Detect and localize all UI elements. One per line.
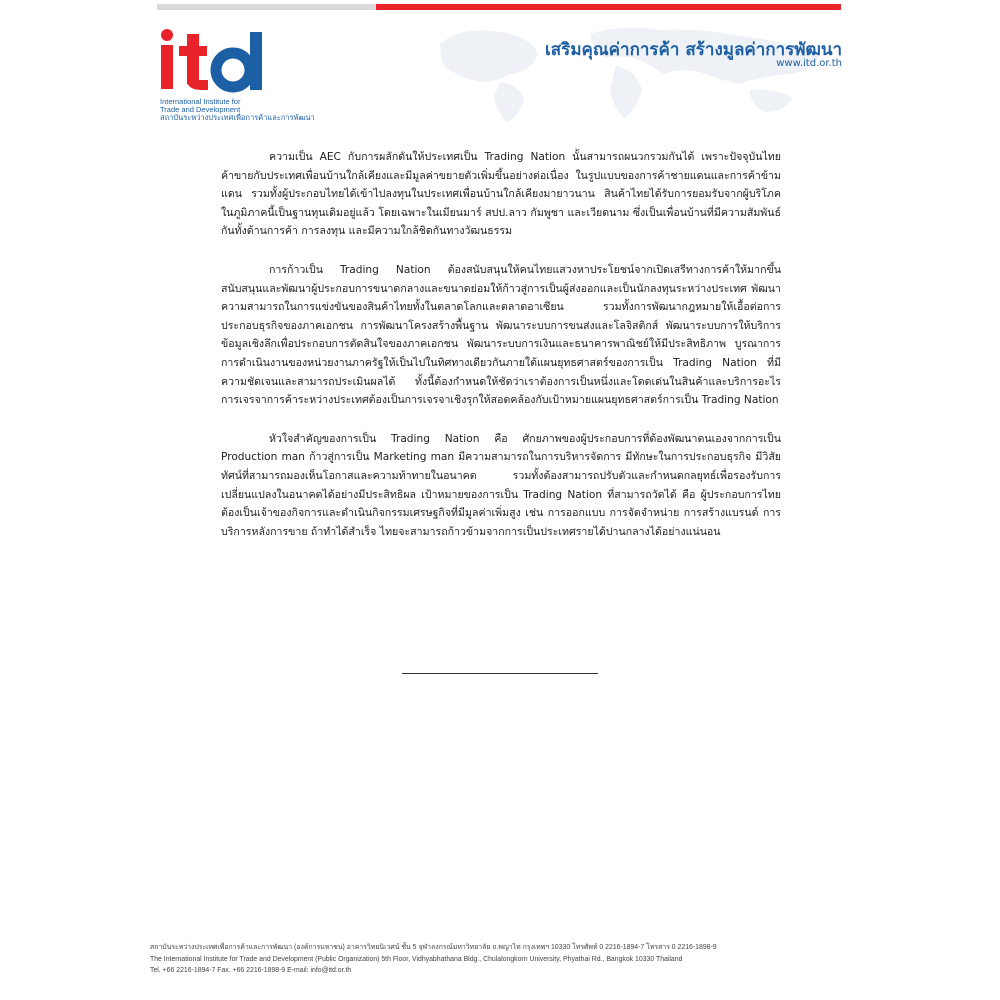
logo-name-line2: Trade and Development: [160, 105, 241, 114]
paragraph-1: ความเป็น AEC กับการผลักดันให้ประเทศเป็น Trading Nation นั้นสามารถผนวกรวมกันได้ เพราะปัจจุบันไทยค้าขายกับประเทศเพื่อนบ้านใกล้เคียงและมีมูลค่าขยายตัวเพิ่มขึ้นอย่างต่อเนื่อง ในรูปแบบของการค้าชายแดนและการค้าข้ามแดน รวมทั้งผู้ประกอบไทยได้เข้าไปลงทุนในประเทศเพื่อนบ้านใกล้เคียงมายาวนาน สินค้าไทยได้รับการยอมรับจากผู้บริโภคในภูมิภาคนี้เป็นฐานทุนเดิมอยู่แล้ว โดยเฉพาะในเมียนมาร์ สปป.ลาว กัมพูชา และเวียดนาม ซึ่งเป็นเพื่อนบ้านที่มีความสัมพันธ์กันทั้งด้านการค้า การลงทุน และมีความใกล้ชิดกันทางวัฒนธรรม: [221, 151, 781, 238]
itd-logo-mark: [158, 26, 278, 96]
paragraph-3: หัวใจสำคัญของการเป็น Trading Nation คือ ศักยภาพของผู้ประกอบการที่ต้องพัฒนาตนเองจากการเป็น Production man ก้าวสู่การเป็น Marketing man มีความสามารถในการบริหารจัดการ มีทักษะในการประกอบธุรกิจ มีวิสัยทัศน์ที่สามารถมองเห็นโอกาสและความท้าทายในอนาคต รวมทั้งต้องสามารถปรับตัวและกำหนดกลยุทธ์เพื่อรองรับการเปลี่ยนแปลงในอนาคตได้อย่างมีประสิทธิผล เป้าหมายของการเป็น Trading Nation ที่สามารถวัดได้ คือ ผู้ประกอบการไทยต้องเป็นเจ้าของกิจการและดำเนินกิจกรรมเศรษฐกิจที่มีมูลค่าเพิ่มสูง เช่น การออกแบบ การจัดจำหน่าย การสร้างแบรนด์ การบริการหลังการขาย ถ้าทำได้สำเร็จ ไทยจะสามารถก้าวข้ามจากการเป็นประเทศรายได้ปานกลางได้อย่างแน่นอน: [221, 432, 781, 538]
header-tagline: เสริมคุณค่าการค้า สร้างมูลค่าการพัฒนา: [545, 40, 842, 60]
footer: [150, 942, 850, 977]
header-website: www.itd.or.th: [776, 58, 842, 69]
document-body: [221, 148, 781, 561]
logo-name-thai: สถาบันระหว่างประเทศเพื่อการค้าและการพัฒนา: [160, 113, 315, 122]
header-bar-gray: [157, 4, 376, 10]
header-accent-bar: [157, 4, 841, 10]
logo-name-line1: International Institute for: [160, 97, 241, 106]
footer-contact: Tel. +66 2216-1894-7 Fax. +66 2216-1898-9 E-mail: info@itd.or.th: [150, 967, 352, 974]
end-divider: [402, 673, 598, 674]
footer-address-thai: สถาบันระหว่างประเทศเพื่อการค้าและการพัฒนา (องค์การมหาชน) อาคารวิทยนิเวศน์ ชั้น 5 จุฬาลงกรณ์มหาวิทยาลัย ถ.พญาไท กรุงเทพฯ 10330 โทรศัพท์ 0 2216-1894-7 โทรสาร 0 2216-1898-9: [150, 944, 717, 951]
footer-address-english: The International Institute for Trade and Development (Public Organization) 5th Floor, Vidhyabhathana Bldg., Chulalongkorn University, Phyathai Rd., Bangkok 10330 Thailand: [150, 955, 683, 963]
itd-logo: [158, 26, 315, 126]
paragraph-2: การก้าวเป็น Trading Nation ต้องสนับสนุนให้คนไทยแสวงหาประโยชน์จากเปิดเสรีทางการค้าให้มากขึ้น สนับสนุนและพัฒนาผู้ประกอบการขนาดกลางและขนาดย่อมให้ก้าวสู่การเป็นผู้ส่งออกและเป็นนักลงทุนระหว่างประเทศ พัฒนาความสามารถในการแข่งขันของสินค้าไทยทั้งในตลาดโลกและตลาดอาเซียน รวมทั้งการพัฒนากฎหมายให้เอื้อต่อการประกอบธุรกิจของภาคเอกชน การพัฒนาโครงสร้างพื้นฐาน พัฒนาระบบการขนส่งและโลจิสติกส์ พัฒนาระบบการให้บริการข้อมูลเชิงลึกเพื่อประกอบการตัดสินใจของภาคเอกชน พัฒนาระบบการเงินและธนาคารพาณิชย์ให้มีประสิทธิภาพ บูรณาการการดำเนินงานของหน่วยงานภาครัฐให้เป็นไปในทิศทางเดียวกันภายใต้แผนยุทธศาสตร์ของการเป็น Trading Nation ที่มีความชัดเจนและสามารถประเมินผลได้ ทั้งนี้ต้องกำหนดให้ชัดว่าเราต้องการเป็นหนึ่งและโดดเด่นในสินค้าและบริการอะไร การเจรจาการค้าระหว่างประเทศต้องเป็นการเจรจาเชิงรุกให้สอดคล้องกับเป้าหมายแผนยุทธศาสตร์การเป็น Trading Nation: [221, 263, 781, 407]
world-map-watermark: [420, 14, 840, 124]
header-bar-red: [376, 4, 841, 10]
